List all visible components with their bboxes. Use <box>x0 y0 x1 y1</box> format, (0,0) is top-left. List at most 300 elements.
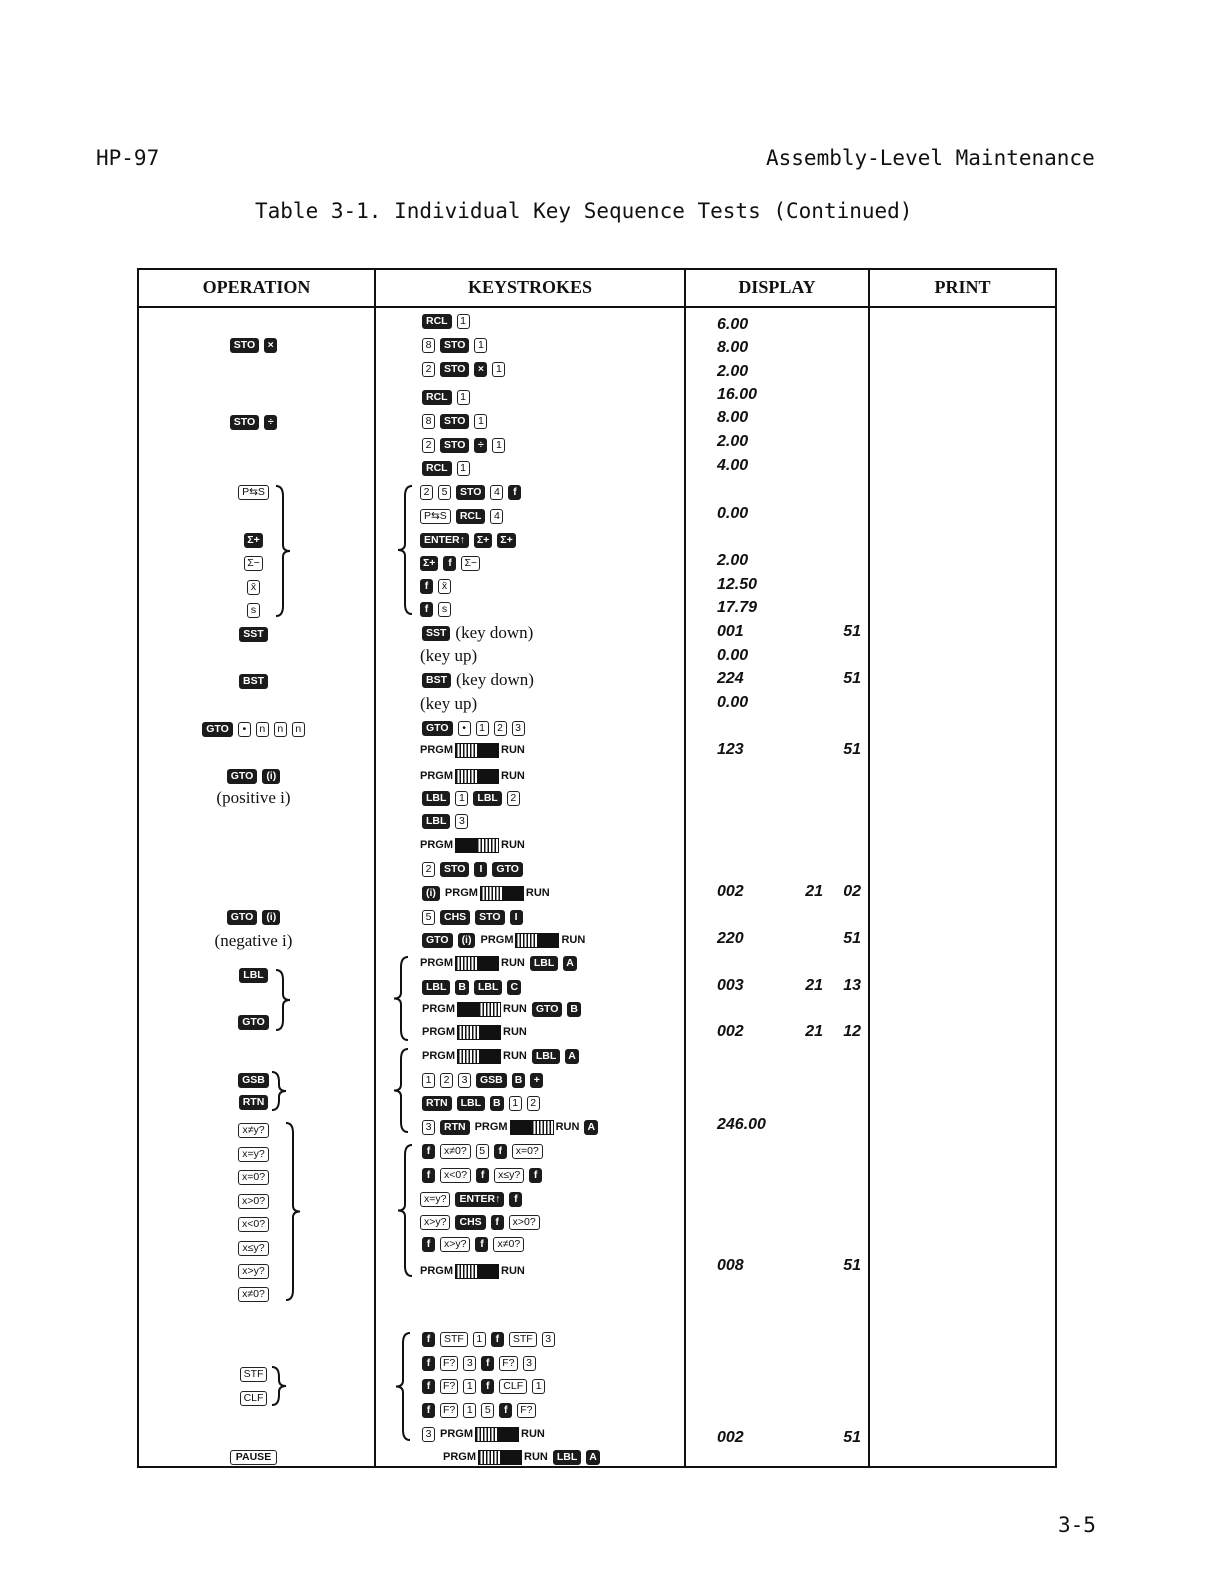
display-field: 21 <box>805 1023 823 1040</box>
key-cap: STO <box>440 862 469 877</box>
keystroke-row <box>420 765 525 787</box>
prgm-run-switch <box>420 956 525 971</box>
switch-slider <box>478 1450 522 1465</box>
key-cap: (i) <box>262 769 280 784</box>
keystroke-row <box>422 669 534 691</box>
operation-cell <box>139 552 368 574</box>
column-header-operation: OPERATION <box>202 277 311 297</box>
key-cap: SST <box>422 626 450 641</box>
key-cap: STO <box>475 910 504 925</box>
keystroke-row <box>422 334 487 356</box>
display-field: 21 <box>805 977 823 994</box>
prgm-run-switch <box>480 933 585 948</box>
key-cap: f <box>509 1192 522 1207</box>
key-cap: GTO <box>202 722 233 737</box>
key-cap: x≤y? <box>238 1241 268 1256</box>
keystroke-row <box>422 787 520 809</box>
display-field: 0.00 <box>717 647 749 664</box>
keystroke-row <box>420 505 503 527</box>
key-cap: x>y? <box>440 1237 470 1252</box>
key-cap: F? <box>499 1356 517 1371</box>
keystroke-row <box>422 410 487 432</box>
switch-label-prgm: PRGM <box>420 957 453 969</box>
keystroke-row <box>422 929 585 951</box>
key-cap: (i) <box>262 910 280 925</box>
key-cap: STF <box>509 1332 537 1347</box>
keystroke-row <box>422 1423 545 1445</box>
key-cap: + <box>530 1073 543 1088</box>
key-cap: LBL <box>474 980 502 995</box>
switch-label-run: RUN <box>501 957 525 969</box>
column-header-print: PRINT <box>934 277 991 297</box>
switch-slider <box>455 1264 499 1279</box>
display-value <box>717 1021 861 1043</box>
keystroke-row <box>422 310 470 332</box>
key-cap: × <box>264 338 277 353</box>
switch-slider <box>457 1049 501 1064</box>
display-field: 8.00 <box>717 409 749 426</box>
prgm-run-switch <box>422 1002 527 1017</box>
key-cap: A <box>563 956 577 971</box>
key-cap: n <box>292 722 305 737</box>
key-cap: x>y? <box>238 1264 268 1279</box>
key-cap: 2 <box>507 791 520 806</box>
operation-cell <box>139 623 368 645</box>
key-cap: I <box>510 910 523 925</box>
display-value <box>717 928 861 950</box>
key-cap: 2 <box>422 862 435 877</box>
key-cap: 1 <box>457 314 470 329</box>
key-cap: LBL <box>457 1096 485 1111</box>
switch-label-run: RUN <box>503 1050 527 1062</box>
operation-cell <box>139 529 368 551</box>
key-cap: RCL <box>422 314 452 329</box>
key-cap: x≠0? <box>440 1144 471 1159</box>
display-field: 51 <box>843 741 861 758</box>
key-cap: × <box>474 362 487 377</box>
display-field: 002 <box>717 1429 744 1446</box>
prgm-run-switch <box>475 1120 580 1135</box>
display-field: 6.00 <box>717 316 749 333</box>
key-cap: 8 <box>422 338 435 353</box>
keystroke-row <box>422 434 505 456</box>
key-cap: x>y? <box>420 1215 450 1230</box>
keystroke-row <box>420 481 521 503</box>
display-field: 220 <box>717 930 744 947</box>
key-cap: ENTER↑ <box>455 1192 504 1207</box>
key-cap: Σ+ <box>474 533 492 548</box>
table-title: Table 3-1. Individual Key Sequence Tests (Continued) <box>255 199 913 223</box>
key-cap: ÷ <box>474 438 487 453</box>
display-field: 12 <box>843 1023 861 1040</box>
switch-slider <box>457 1025 501 1040</box>
operation-cell <box>139 1446 368 1468</box>
display-field: 0.00 <box>717 694 749 711</box>
display-field: 51 <box>843 670 861 687</box>
operation-cell <box>139 599 368 621</box>
key-cap: 1 <box>492 362 505 377</box>
key-cap: 1 <box>474 338 487 353</box>
key-cap: 5 <box>438 485 451 500</box>
key-cap: 1 <box>455 791 468 806</box>
keystroke-row <box>422 1045 579 1067</box>
key-cap: f <box>499 1403 512 1418</box>
key-cap: 3 <box>512 721 525 736</box>
display-value <box>717 645 861 667</box>
key-cap: x≤y? <box>494 1168 524 1183</box>
display-field: 51 <box>843 930 861 947</box>
keystroke-row <box>422 717 525 739</box>
display-field: 001 <box>717 623 744 640</box>
switch-label-prgm: PRGM <box>422 1050 455 1062</box>
prgm-run-switch <box>420 769 525 784</box>
switch-label-prgm: PRGM <box>480 934 514 946</box>
keystroke-row <box>422 1233 524 1255</box>
operation-cell <box>139 718 368 740</box>
keystroke-row <box>422 1116 598 1138</box>
key-cap: f <box>443 556 456 571</box>
key-cap: f <box>420 579 433 594</box>
display-value <box>717 1255 861 1277</box>
key-cap: 2 <box>422 438 435 453</box>
display-field: 0.00 <box>717 505 749 522</box>
switch-label-run: RUN <box>501 839 525 851</box>
operation-cell <box>139 670 368 692</box>
key-cap: BST <box>239 674 268 689</box>
switch-label-run: RUN <box>501 744 525 756</box>
operation-cell <box>139 411 368 433</box>
key-cap: x≠0? <box>493 1237 524 1252</box>
key-cap: f <box>422 1168 435 1183</box>
keystroke-row <box>422 1328 555 1350</box>
key-cap: f <box>529 1168 542 1183</box>
key-cap: f <box>481 1379 494 1394</box>
display-field: 2.00 <box>717 363 749 380</box>
key-cap: B <box>512 1073 526 1088</box>
note-text: (negative i) <box>214 931 293 950</box>
key-cap: • <box>238 722 251 737</box>
display-value <box>717 692 861 714</box>
key-cap: 1 <box>492 438 505 453</box>
keystroke-row <box>422 386 470 408</box>
keystroke-row <box>422 622 533 644</box>
key-cap: B <box>490 1096 504 1111</box>
key-cap: LBL <box>530 956 558 971</box>
display-value <box>717 384 861 406</box>
key-cap: GSB <box>476 1073 507 1088</box>
key-cap: P⇆S <box>238 485 269 500</box>
key-cap: GSB <box>238 1073 269 1088</box>
key-cap: 1 <box>474 414 487 429</box>
key-cap: I <box>474 862 487 877</box>
keystroke-row <box>420 1211 540 1233</box>
key-cap: STO <box>456 485 485 500</box>
switch-label-prgm: PRGM <box>420 770 453 782</box>
key-cap: ÷ <box>264 415 277 430</box>
key-cap: f <box>475 1237 488 1252</box>
key-cap: B <box>567 1002 581 1017</box>
key-cap: Σ− <box>244 556 263 571</box>
key-cap: CHS <box>440 910 470 925</box>
keystroke-row <box>422 906 523 928</box>
key-cap: 1 <box>473 1332 486 1347</box>
display-field: 003 <box>717 977 744 994</box>
key-cap: LBL <box>422 980 450 995</box>
key-cap: CHS <box>455 1215 485 1230</box>
keystroke-row <box>422 976 521 998</box>
keystroke-row <box>420 529 516 551</box>
keystroke-row <box>422 1069 543 1091</box>
prgm-run-switch <box>445 886 550 901</box>
key-cap: 3 <box>523 1356 536 1371</box>
key-cap: f <box>491 1332 504 1347</box>
key-cap: RCL <box>422 390 452 405</box>
operation-cell <box>139 765 368 787</box>
key-cap: x>0? <box>238 1194 269 1209</box>
key-cap: A <box>565 1049 579 1064</box>
switch-label-run: RUN <box>561 934 586 946</box>
keystroke-row <box>422 998 581 1020</box>
key-cap: x<0? <box>238 1217 269 1232</box>
prgm-run-switch <box>420 838 525 853</box>
operation-cell <box>139 906 368 928</box>
prgm-run-switch <box>420 1264 525 1279</box>
display-value <box>717 881 861 903</box>
display-value <box>717 1427 861 1449</box>
switch-slider <box>455 743 499 758</box>
key-cap: Σ+ <box>244 533 262 548</box>
key-cap: RTN <box>422 1096 452 1111</box>
key-cap: 1 <box>532 1379 545 1394</box>
key-cap: n <box>256 722 269 737</box>
key-cap: STO <box>440 338 469 353</box>
operation-cell <box>139 964 368 986</box>
key-cap: 1 <box>509 1096 522 1111</box>
switch-slider <box>475 1427 519 1442</box>
key-cap: x≠y? <box>238 1123 268 1138</box>
switch-label-prgm: PRGM <box>444 887 478 899</box>
operation-cell <box>139 1387 368 1409</box>
key-cap: GTO <box>422 933 453 948</box>
key-cap: F? <box>440 1403 458 1418</box>
key-cap: F? <box>517 1403 535 1418</box>
key-cap: 1 <box>476 721 489 736</box>
display-field: 2.00 <box>717 552 749 569</box>
switch-label-run: RUN <box>525 887 550 899</box>
key-cap: A <box>584 1120 598 1135</box>
display-value <box>717 431 861 453</box>
key-cap: P⇆S <box>420 509 451 524</box>
key-cap: f <box>494 1144 507 1159</box>
display-value <box>717 597 861 619</box>
display-field: 13 <box>843 977 861 994</box>
key-cap: Σ− <box>461 556 480 571</box>
keystroke-row <box>422 1352 536 1374</box>
key-cap: 1 <box>463 1403 476 1418</box>
display-field: 8.00 <box>717 339 749 356</box>
key-cap: 3 <box>458 1073 471 1088</box>
key-cap: f <box>420 602 433 617</box>
note-text: (key up) <box>420 694 478 713</box>
switch-label-prgm: PRGM <box>420 839 453 851</box>
key-cap: LBL <box>422 791 450 806</box>
key-cap: F? <box>440 1356 458 1371</box>
switch-label-prgm: PRGM <box>474 1121 508 1133</box>
key-cap: LBL <box>239 968 267 983</box>
key-cap: CLF <box>499 1379 527 1394</box>
operation-cell <box>139 1091 368 1113</box>
keystroke-row <box>422 1399 536 1421</box>
display-field: 2.00 <box>717 433 749 450</box>
key-cap: RTN <box>440 1120 470 1135</box>
switch-label-prgm: PRGM <box>443 1451 476 1463</box>
display-value <box>717 407 861 429</box>
switch-label-run: RUN <box>524 1451 548 1463</box>
key-cap: x=0? <box>512 1144 543 1159</box>
note-text: (key down) <box>456 670 534 689</box>
keystroke-row <box>422 358 505 380</box>
key-cap: SST <box>239 627 267 642</box>
key-cap: GTO <box>532 1002 563 1017</box>
keystroke-row <box>422 1375 545 1397</box>
key-cap: s <box>247 603 260 618</box>
key-cap: C <box>507 980 521 995</box>
key-cap: f <box>508 485 521 500</box>
switch-label-prgm: PRGM <box>420 1265 453 1277</box>
operation-cell <box>139 930 368 952</box>
key-cap: 8 <box>422 414 435 429</box>
keystroke-row <box>422 1140 543 1162</box>
prgm-run-switch <box>440 1427 545 1442</box>
key-cap: x=y? <box>238 1147 268 1162</box>
display-value <box>717 668 861 690</box>
display-value <box>717 455 861 477</box>
display-field: 123 <box>717 741 744 758</box>
prgm-run-switch <box>443 1450 548 1465</box>
key-cap: 4 <box>490 509 503 524</box>
operation-cell <box>139 1119 368 1141</box>
operation-cell <box>139 1237 368 1259</box>
column-header-keystrokes: KEYSTROKES <box>467 277 593 297</box>
switch-label-prgm: PRGM <box>422 1026 455 1038</box>
key-cap: f <box>422 1332 435 1347</box>
key-cap: (i) <box>458 933 476 948</box>
operation-cell <box>139 1213 368 1235</box>
key-cap: f <box>422 1379 435 1394</box>
key-cap: CLF <box>240 1391 268 1406</box>
display-field: 17.79 <box>717 599 758 616</box>
key-cap: x̄ <box>438 579 451 594</box>
display-value <box>717 550 861 572</box>
key-cap: x=0? <box>238 1170 269 1185</box>
key-cap: f <box>422 1144 435 1159</box>
note-text: (positive i) <box>216 788 291 807</box>
key-cap: F? <box>440 1379 458 1394</box>
key-cap: 3 <box>542 1332 555 1347</box>
key-cap: A <box>586 1450 600 1465</box>
display-field: 224 <box>717 670 744 687</box>
operation-cell <box>139 1143 368 1165</box>
display-field: 002 <box>717 883 744 900</box>
keystroke-row <box>420 739 525 761</box>
prgm-run-switch <box>422 1049 527 1064</box>
key-cap: f <box>422 1237 435 1252</box>
switch-label-run: RUN <box>521 1428 545 1440</box>
key-cap: LBL <box>553 1450 581 1465</box>
key-cap: STF <box>240 1367 268 1382</box>
key-cap: STO <box>440 414 469 429</box>
key-cap: f <box>422 1356 435 1371</box>
key-cap: x≠0? <box>238 1287 269 1302</box>
operation-cell <box>139 1069 368 1091</box>
display-value <box>717 361 861 383</box>
display-field: 51 <box>843 623 861 640</box>
key-cap: B <box>455 980 469 995</box>
note-text: (key down) <box>455 623 534 642</box>
key-cap: STO <box>230 415 259 430</box>
note-text: (key up) <box>420 646 478 665</box>
display-value <box>717 1114 861 1136</box>
prgm-run-switch <box>422 1025 527 1040</box>
key-cap: BST <box>422 673 451 688</box>
key-cap: x<0? <box>440 1168 471 1183</box>
key-cap: f <box>491 1215 504 1230</box>
operation-cell <box>139 1011 368 1033</box>
operation-cell <box>139 1166 368 1188</box>
key-cap: STO <box>440 438 469 453</box>
header-section-title: Assembly-Level Maintenance <box>766 146 1095 170</box>
keystroke-row <box>420 1260 525 1282</box>
key-cap: GTO <box>227 910 258 925</box>
key-cap: 2 <box>422 362 435 377</box>
column-header-display: DISPLAY <box>738 277 816 297</box>
display-value <box>717 574 861 596</box>
key-cap: RTN <box>239 1095 269 1110</box>
key-cap: 5 <box>476 1144 489 1159</box>
key-cap: 3 <box>422 1120 435 1135</box>
keystroke-row <box>420 645 477 667</box>
display-field: 246.00 <box>717 1116 766 1133</box>
key-cap: f <box>481 1356 494 1371</box>
display-value <box>717 621 861 643</box>
key-cap: ENTER↑ <box>420 533 469 548</box>
key-cap: x̄ <box>247 580 260 595</box>
display-field: 16.00 <box>717 386 758 403</box>
keystroke-row <box>420 834 525 856</box>
display-field: 002 <box>717 1023 744 1040</box>
key-cap: 3 <box>463 1356 476 1371</box>
keystroke-row <box>443 1446 600 1468</box>
key-cap: GTO <box>238 1015 269 1030</box>
key-cap: 3 <box>455 814 468 829</box>
prgm-run-switch <box>420 743 525 758</box>
key-cap: n <box>274 722 287 737</box>
display-field: 51 <box>843 1429 861 1446</box>
switch-slider <box>510 1120 554 1135</box>
keystroke-row <box>420 598 451 620</box>
display-value <box>717 314 861 336</box>
display-field: 02 <box>843 883 861 900</box>
keystroke-row <box>420 1188 522 1210</box>
key-cap: 3 <box>422 1427 435 1442</box>
key-cap: 5 <box>422 910 435 925</box>
display-value <box>717 739 861 761</box>
key-cap: f <box>422 1403 435 1418</box>
switch-label-run: RUN <box>555 1121 580 1133</box>
keystroke-row <box>420 575 451 597</box>
key-cap: GTO <box>422 721 453 736</box>
operation-cell <box>139 334 368 356</box>
